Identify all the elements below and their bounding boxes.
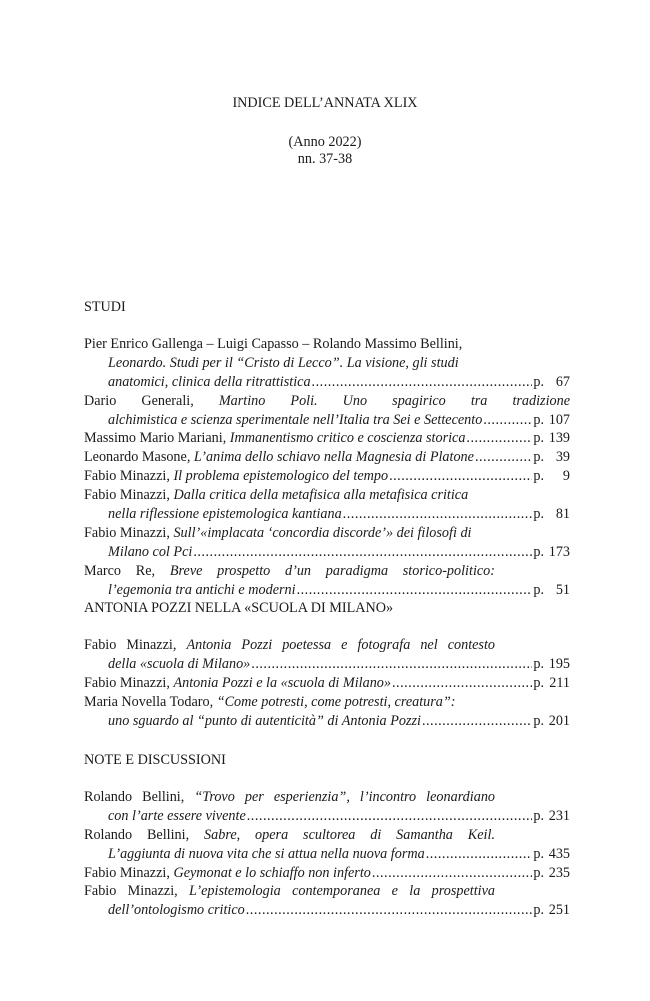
dot-leader bbox=[193, 543, 532, 562]
section-heading: ANTONIA POZZI NELLA «SCUOLA DI MILANO» bbox=[84, 600, 394, 616]
toc-entry bbox=[84, 392, 570, 430]
entry-title: con l’arte essere vivente bbox=[108, 807, 246, 824]
entry-author: Fabio Minazzi, bbox=[84, 864, 170, 881]
dot-leader bbox=[466, 429, 532, 448]
entry-title: l’egemonia tra antichi e moderni bbox=[108, 581, 296, 598]
page-number: 107 bbox=[548, 411, 570, 428]
entry-title: nella riflessione epistemologica kantiana bbox=[108, 506, 342, 523]
entry-title: Geymonat e lo schiaffo non inferto bbox=[173, 864, 371, 881]
page-prefix: p. bbox=[533, 411, 544, 428]
page-title: INDICE DELL’ANNATA XLIX bbox=[232, 95, 418, 111]
entry-title: Leonardo. Studi per il “Cristo di Lecco”. La visione, gli studi bbox=[108, 354, 459, 371]
page-prefix: p. bbox=[533, 449, 544, 466]
page-prefix: p. bbox=[533, 845, 544, 862]
entry-title: dell’ontologismo critico bbox=[108, 902, 245, 919]
entry-title: anatomici, clinica della ritrattistica bbox=[108, 373, 311, 390]
page-number: 39 bbox=[555, 449, 570, 466]
entry-author: Fabio Minazzi, bbox=[84, 883, 178, 900]
dot-leader bbox=[297, 581, 533, 600]
page-prefix: p. bbox=[533, 807, 544, 824]
toc-entry bbox=[84, 486, 570, 524]
section-heading: NOTE E DISCUSSIONI bbox=[84, 752, 226, 768]
entry-title: L’anima dello schiavo nella Magnesia di Platone bbox=[193, 449, 474, 466]
page-prefix: p. bbox=[533, 712, 544, 729]
entry-author: Fabio Minazzi, bbox=[84, 524, 170, 541]
entry-author: Maria Novella Todaro, bbox=[84, 693, 214, 710]
dot-leader bbox=[372, 864, 532, 883]
entry-author: Fabio Minazzi, bbox=[84, 468, 170, 485]
entry-title: Immanentismo critico e coscienza storica bbox=[229, 430, 466, 447]
section-studi bbox=[84, 297, 570, 599]
toc-entry bbox=[84, 882, 570, 920]
page-number: 211 bbox=[549, 674, 570, 691]
toc-entry bbox=[84, 826, 570, 864]
dot-leader bbox=[422, 712, 532, 731]
dot-leader bbox=[312, 373, 533, 392]
page-number: 435 bbox=[548, 845, 570, 862]
dot-leader bbox=[247, 807, 533, 826]
page-number: 81 bbox=[555, 506, 570, 523]
issue-numbers: nn. 37-38 bbox=[297, 151, 353, 167]
entry-title: Antonia Pozzi poetessa e fotografa nel contesto bbox=[186, 637, 495, 653]
section-heading: STUDI bbox=[84, 299, 126, 315]
toc-entry bbox=[84, 693, 570, 731]
page-prefix: p. bbox=[533, 543, 544, 560]
entry-title: Sabre, opera scultorea di Samantha Keil. bbox=[204, 826, 495, 843]
section-note-discussioni bbox=[84, 750, 570, 920]
page-number: 251 bbox=[548, 902, 570, 919]
toc-entry bbox=[84, 335, 570, 392]
dot-leader bbox=[246, 901, 533, 920]
entry-title: Dalla critica della metafisica alla metafisica critica bbox=[173, 487, 469, 504]
page-prefix: p. bbox=[533, 902, 544, 919]
toc-entry bbox=[84, 524, 570, 562]
page-number: 51 bbox=[555, 581, 570, 598]
entry-title: “Trovo per esperienzia”, l’incontro leonardiano bbox=[194, 789, 496, 805]
entry-title: uno sguardo al “punto di autenticità” di Antonia Pozzi bbox=[108, 712, 421, 729]
page-number: 9 bbox=[562, 468, 570, 485]
entry-title: Milano col Pci bbox=[108, 543, 193, 560]
page-number: 67 bbox=[555, 373, 570, 390]
entry-title: Antonia Pozzi e la «scuola di Milano» bbox=[173, 674, 391, 691]
entry-author: Dario Generali, bbox=[84, 392, 194, 409]
dot-leader bbox=[251, 655, 532, 674]
entry-title: Il problema epistemologico del tempo bbox=[173, 468, 389, 485]
entry-title: alchimistica e scienza sperimentale nell’Italia tra Sei e Settecento bbox=[108, 411, 483, 428]
page-prefix: p. bbox=[533, 674, 544, 691]
entry-title: Sull’«implacata ‘concordia discorde’» dei filosofi di bbox=[173, 524, 472, 541]
entry-title: “Come potresti, come potresti, creatura”: bbox=[216, 693, 456, 710]
toc-entry bbox=[84, 788, 570, 826]
toc-entry bbox=[84, 429, 570, 448]
page-number: 139 bbox=[548, 430, 570, 447]
toc-entry bbox=[84, 674, 570, 693]
toc-entry bbox=[84, 448, 570, 467]
page-prefix: p. bbox=[533, 430, 544, 447]
entry-title: L’epistemologia contemporanea e la prospettiva bbox=[189, 883, 495, 900]
entry-title: Martino Poli. Uno spagirico tra tradizione bbox=[218, 392, 571, 409]
entry-author: Fabio Minazzi, bbox=[84, 674, 170, 691]
toc-entry bbox=[84, 562, 570, 600]
page-prefix: p. bbox=[533, 506, 544, 523]
entry-title: L’aggiunta di nuova vita che si attua nella nuova forma bbox=[108, 845, 425, 862]
dot-leader bbox=[426, 845, 533, 864]
page-prefix: p. bbox=[533, 655, 544, 672]
section-antonia-pozzi bbox=[84, 598, 570, 730]
page-prefix: p. bbox=[533, 581, 544, 598]
toc-entry bbox=[84, 864, 570, 883]
dot-leader bbox=[475, 448, 532, 467]
entry-author: Fabio Minazzi, bbox=[84, 487, 170, 504]
toc-entry bbox=[84, 636, 570, 674]
dot-leader bbox=[392, 674, 532, 693]
year-subtitle: (Anno 2022) bbox=[288, 134, 362, 150]
entry-author: Fabio Minazzi, bbox=[84, 637, 177, 653]
page-number: 173 bbox=[548, 543, 570, 560]
page-number: 235 bbox=[548, 864, 570, 881]
entry-title: Breve prospetto d’un paradigma storico-politico: bbox=[169, 562, 495, 579]
page-number: 201 bbox=[548, 712, 570, 729]
dot-leader bbox=[343, 505, 533, 524]
dot-leader bbox=[389, 467, 532, 486]
entry-author: Rolando Bellini, bbox=[84, 826, 190, 843]
entry-author: Leonardo Masone, bbox=[84, 449, 191, 466]
entry-title: della «scuola di Milano» bbox=[108, 655, 251, 672]
entry-author: Rolando Bellini, bbox=[84, 789, 185, 805]
dot-leader bbox=[483, 411, 532, 430]
entry-author: Massimo Mario Mariani, bbox=[84, 430, 227, 447]
toc-entry bbox=[84, 467, 570, 486]
page-number: 195 bbox=[548, 655, 570, 672]
page-prefix: p. bbox=[533, 373, 544, 390]
page-number: 231 bbox=[548, 807, 570, 824]
entry-author: Marco Re, bbox=[84, 562, 156, 579]
page-prefix: p. bbox=[533, 864, 544, 881]
entry-author: Pier Enrico Gallenga – Luigi Capasso – Rolando Massimo Bellini, bbox=[84, 336, 463, 352]
page-prefix: p. bbox=[533, 468, 544, 485]
